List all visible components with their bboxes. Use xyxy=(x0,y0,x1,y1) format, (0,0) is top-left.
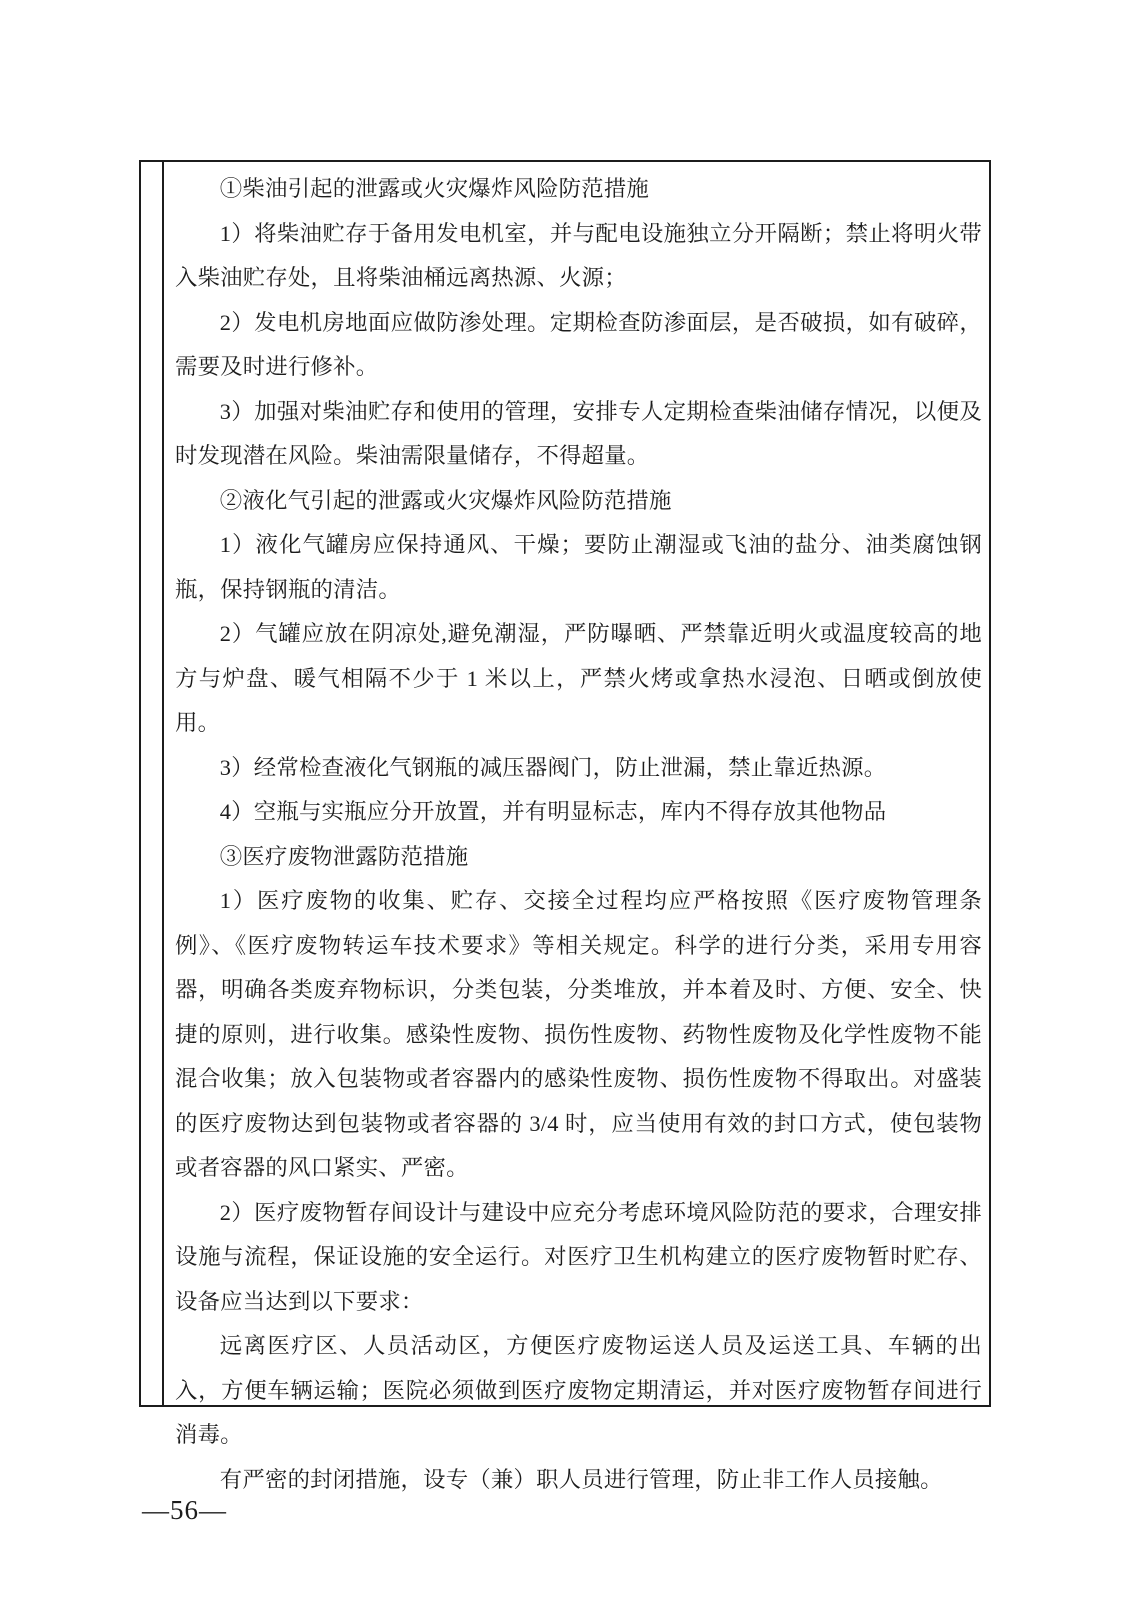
paragraph: ②液化气引起的泄露或火灾爆炸风险防范措施 xyxy=(219,487,672,513)
paragraph: 2）气罐应放在阴凉处,避免潮湿，严防曝晒、严禁靠近明火或温度较高的地方与炉盘、暖气相隔不少于 1 米以上，严禁火烤或拿热水浸泡、日晒或倒放使用。 xyxy=(175,621,982,735)
paragraph: 有严密的封闭措施，设专（兼）职人员进行管理，防止非工作人员接触。 xyxy=(219,1466,943,1492)
paragraph: 4）空瓶与实瓶应分开放置，并有明显标志，库内不得存放其他物品 xyxy=(219,799,887,824)
paragraph: 远离医疗区、人员活动区，方便医疗废物运送人员及运送工具、车辆的出入，方便车辆运输；医院必须做到医疗废物定期清运，并对医疗废物暂存间进行消毒。 xyxy=(175,1333,982,1447)
paragraph: 3）加强对柴油贮存和使用的管理，安排专人定期检查柴油储存情况，以便及时发现潜在风险。柴油需限量储存，不得超量。 xyxy=(175,398,982,468)
paragraph: ③医疗废物泄露防范措施 xyxy=(219,843,469,869)
paragraph: 2）医疗废物暂存间设计与建设中应充分考虑环境风险防范的要求，合理安排设施与流程，保证设施的安全运行。对医疗卫生机构建立的医疗废物暂时贮存、设备应当达到以下要求： xyxy=(175,1199,982,1314)
table-content xyxy=(164,162,989,1492)
paragraph: ①柴油引起的泄露或火灾爆炸风险防范措施 xyxy=(219,176,650,201)
table-gutter-column xyxy=(141,162,164,1405)
page-number: —56— xyxy=(142,1495,227,1525)
paragraph: 3）经常检查液化气钢瓶的减压器阀门，防止泄漏，禁止靠近热源。 xyxy=(219,754,887,780)
paragraph: 1）医疗废物的收集、贮存、交接全过程均应严格按照《医疗废物管理条例》、《医疗废物转运车技术要求》等相关规定。科学的进行分类，采用专用容器，明确各类废弃物标识，分类包装，分类堆放，并本着及时、方便、安全、快捷的原则，进行收集。感染性废物、损伤性废物、药物性废物及化学性废物不能混合收集；放入包装物或者容器内的感染性废物、损伤性废物不得取出。对盛装的医疗废物达到包装物或者容器的 3/4 时，应当使用有效的封口方式，使包装物或者容器的风口紧实、严密。 xyxy=(175,888,982,1180)
paragraph: 2）发电机房地面应做防渗处理。定期检查防渗面层，是否破损，如有破碎，需要及时进行修补。 xyxy=(175,309,982,379)
document-table xyxy=(139,160,991,1492)
paragraph: 1）将柴油贮存于备用发电机室，并与配电设施独立分开隔断；禁止将明火带入柴油贮存处，且将柴油桶远离热源、火源； xyxy=(175,220,982,290)
paragraph: 1）液化气罐房应保持通风、干燥；要防止潮湿或飞油的盐分、油类腐蚀钢瓶，保持钢瓶的清洁。 xyxy=(175,532,982,602)
